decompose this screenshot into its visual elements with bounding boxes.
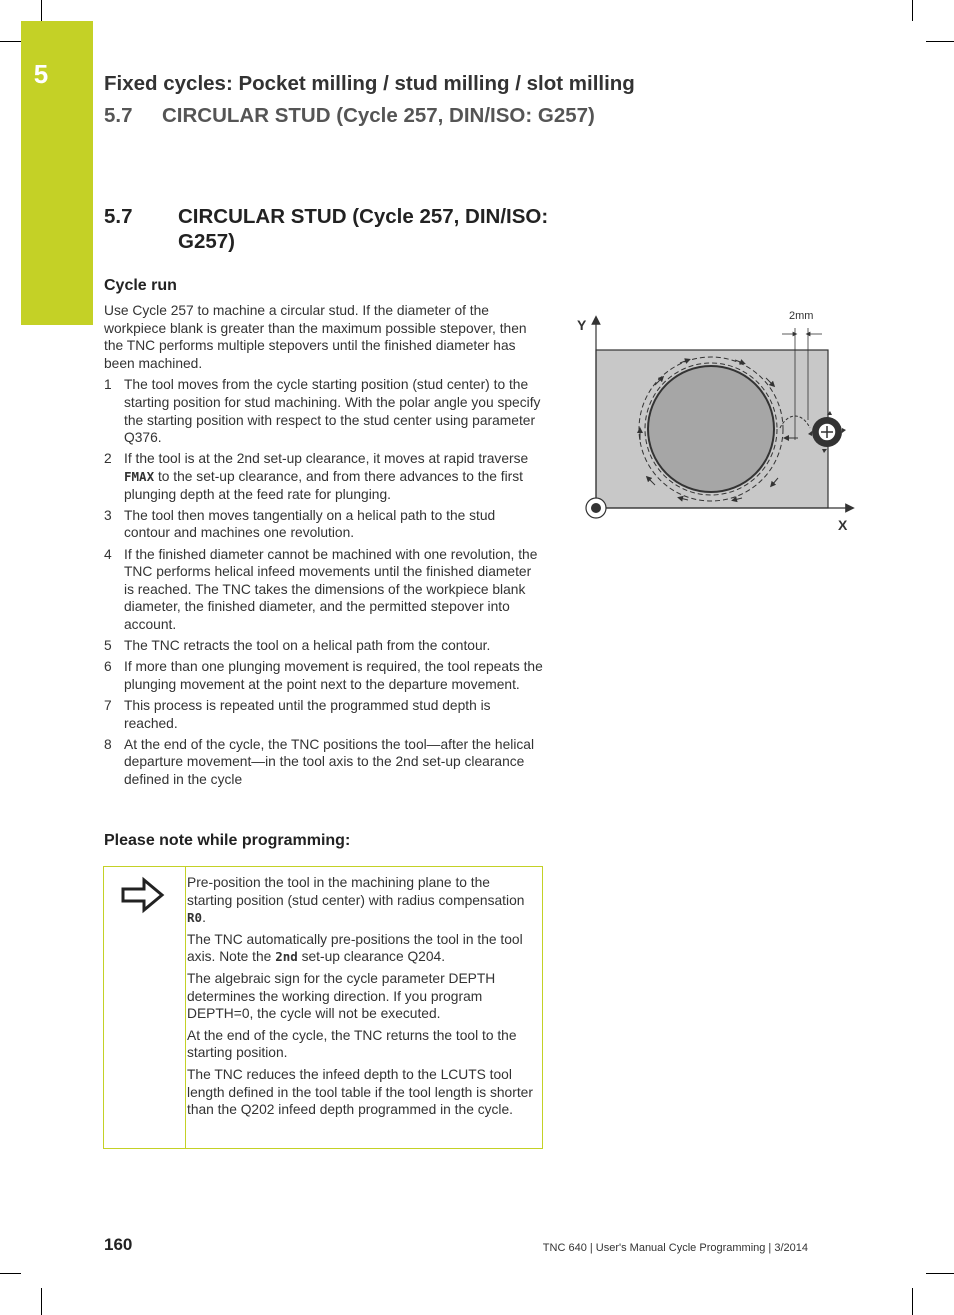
note-box	[103, 866, 543, 1149]
note-paragraph: The TNC reduces the infeed depth to the LCUTS tool length defined in the tool table if the tool length is shorter than the Q202 infeed depth programmed in the cycle.	[187, 1066, 533, 1118]
step-text: The TNC retracts the tool on a helical path from the contour.	[124, 638, 491, 654]
step-text: The tool then moves tangentially on a helical path to the stud contour and machines one revolution.	[124, 507, 496, 541]
chapter-tab	[21, 21, 93, 325]
code-fmax: FMAX	[124, 468, 155, 484]
dimension-label: 2mm	[789, 310, 814, 322]
crop-mark	[41, 1288, 42, 1315]
list-item	[104, 736, 544, 789]
step-number: 1	[104, 377, 112, 393]
note-paragraph: At the end of the cycle, the TNC returns the tool to the starting position.	[187, 1027, 517, 1061]
cycle-run-intro: Use Cycle 257 to machine a circular stud. If the diameter of the workpiece blank is greater than the maximum possible stepover, then the TNC performs multiple stepovers until the finished diameter has been machined.	[104, 303, 527, 371]
crop-mark	[926, 1273, 954, 1274]
step-number: 3	[104, 507, 112, 523]
crop-mark	[912, 0, 913, 21]
crop-mark	[926, 41, 954, 42]
list-item	[104, 637, 544, 655]
crop-mark	[912, 1288, 913, 1315]
y-axis-label: Y	[577, 317, 587, 333]
section-number: 5.7	[104, 205, 133, 228]
page-number: 160	[104, 1235, 133, 1254]
list-item	[104, 658, 544, 693]
note-text-run: The TNC automatically pre-positions the tool in the tool axis. Note the	[187, 931, 523, 965]
x-axis-label: X	[838, 517, 848, 533]
step-number: 8	[104, 736, 112, 752]
step-number: 7	[104, 698, 112, 714]
step-text: The tool moves from the cycle starting position (stud center) to the starting position for stud machining. With the polar angle you specify the starting position with respect to the stud center using parameter Q376.	[124, 377, 541, 446]
running-header-section	[104, 104, 595, 128]
notes-heading: Please note while programming:	[104, 832, 351, 849]
code-2nd: 2nd	[275, 949, 298, 965]
list-item	[104, 450, 544, 503]
chapter-number: 5	[33, 59, 49, 89]
note-paragraph: The algebraic sign for the cycle parameter DEPTH determines the working direction. If you program DEPTH=0, the cycle will not be executed.	[187, 970, 496, 1022]
section-title: CIRCULAR STUD (Cycle 257, DIN/ISO: G257)	[178, 205, 549, 253]
list-item	[104, 546, 544, 634]
list-item	[104, 697, 544, 732]
note-text-run: Pre-position the tool in the machining plane to the starting position (stud center) with radius compensation	[187, 875, 525, 908]
running-header-section-number: 5.7	[104, 104, 133, 127]
step-number: 2	[104, 451, 112, 467]
cycle-run-body	[104, 302, 544, 792]
crop-mark	[0, 41, 21, 42]
stud-milling-diagram	[570, 300, 860, 540]
note-divider	[185, 867, 186, 1148]
list-item	[104, 507, 544, 542]
step-number: 4	[104, 546, 112, 562]
code-r0: R0	[187, 910, 203, 926]
note-text	[187, 874, 535, 1123]
step-text: At the end of the cycle, the TNC positions the tool—after the helical departure movement—in the tool axis to the 2nd set-up clearance defined in the cycle	[124, 736, 535, 787]
running-header-chapter: Fixed cycles: Pocket milling / stud milling / slot milling	[104, 72, 635, 95]
step-text: If the tool is at the 2nd set-up clearance, it moves at rapid traverse	[124, 451, 529, 467]
note-text-run: .	[202, 910, 206, 926]
note-paragraph	[187, 931, 535, 966]
crop-mark	[41, 0, 42, 21]
step-text: If the finished diameter cannot be machined with one revolution, the TNC performs helical infeed movements until the finished diameter is reached. The TNC takes the dimensions of the workpiece blank diameter, the finished diameter, and the permitted stepover into account.	[124, 546, 538, 632]
step-text: to the set-up clearance, and from there advances to the first plunging depth at the feed rate for plunging.	[124, 468, 523, 502]
step-text: This process is repeated until the programmed stud depth is reached.	[124, 698, 491, 731]
arrow-right-icon	[120, 875, 166, 915]
origin-icon	[586, 498, 606, 518]
running-header-section-title: CIRCULAR STUD (Cycle 257, DIN/ISO: G257)	[162, 104, 595, 127]
cycle-steps	[104, 376, 544, 788]
stud	[648, 366, 774, 492]
note-text-run: set-up clearance Q204.	[297, 949, 446, 965]
list-item	[104, 376, 544, 446]
note-paragraph	[187, 874, 535, 927]
step-text: If more than one plunging movement is required, the tool repeats the plunging movement at the point next to the departure movement.	[124, 659, 543, 692]
cycle-run-heading: Cycle run	[104, 277, 177, 294]
step-number: 5	[104, 638, 112, 654]
footer-text: TNC 640 | User's Manual Cycle Programming | 3/2014	[542, 1242, 808, 1254]
step-number: 6	[104, 659, 112, 675]
crop-mark	[0, 1273, 21, 1274]
